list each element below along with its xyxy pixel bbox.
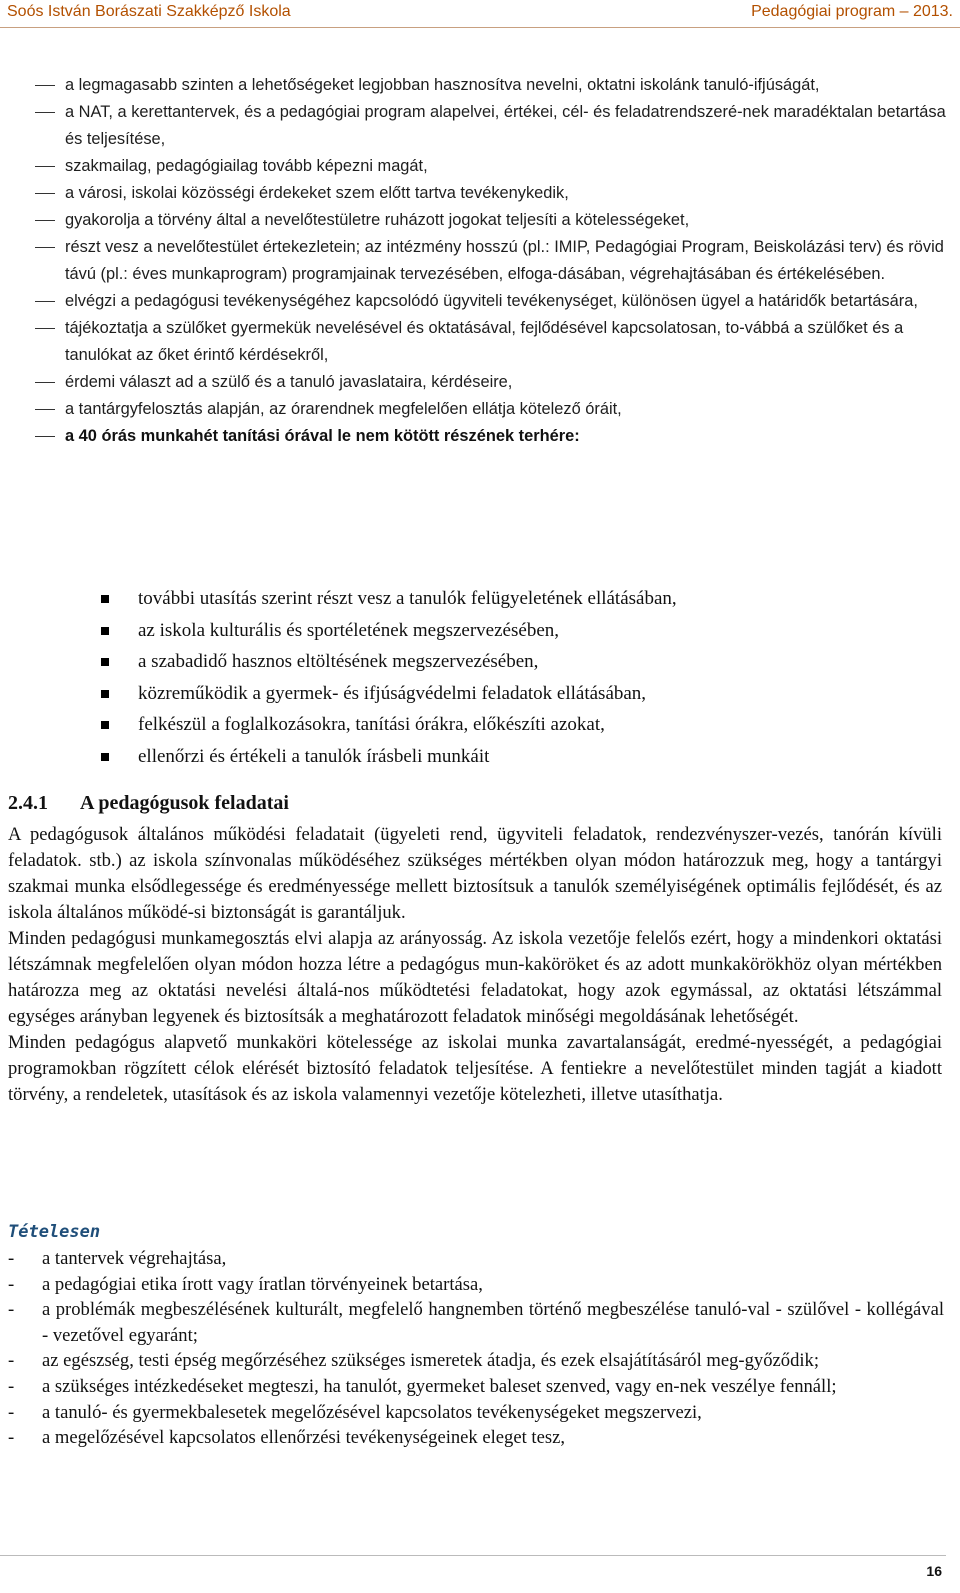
dash-bullet-icon (35, 85, 55, 86)
list-item (0, 315, 960, 369)
header-document-title: Pedagógiai program – 2013. (751, 3, 953, 20)
page-header (0, 0, 960, 28)
list-item-text: részt vesz a nevelőtestület értekezletein; az intézmény hosszú (pl.: IMIP, Pedagógiai Program, Beiskolázási terv) és rövid távú (pl.: éves munkaprogram) programjainak tervezésében, elfoga-dásában, végrehajtásában és értékelésében. (65, 238, 944, 283)
square-bullet-icon (101, 658, 109, 666)
list-item-text: gyakorolja a törvény által a nevelőtestületre ruházott jogokat teljesíti a kötelességeket, (65, 211, 690, 229)
list-item-text: a legmagasabb szinten a lehetőségeket legjobban hasznosítva nevelni, oktatni iskolánk tanuló-ifjúságát, (65, 76, 820, 94)
list-item-text: a megelőzésével kapcsolatos ellenőrzési tevékenységeinek eleget tesz, (42, 1427, 565, 1449)
hyphen-bullet-icon: - (8, 1273, 15, 1295)
list-item (0, 1400, 944, 1426)
hyphen-bullet-icon: - (8, 1299, 15, 1321)
dash-bullet-icon (35, 112, 55, 113)
list-item-text: ellenőrzi és értékeli a tanulók írásbeli munkáit (138, 745, 490, 767)
list-item (0, 615, 960, 647)
hyphen-bullet-icon: - (8, 1350, 15, 1372)
section-number: 2.4.1 (8, 792, 48, 814)
section-heading (8, 792, 289, 815)
list-item (0, 396, 960, 423)
square-bullet-icon (101, 753, 109, 761)
list-item (0, 234, 960, 288)
list-item (0, 1348, 944, 1374)
list-item-text: érdemi választ ad a szülő és a tanuló javaslataira, kérdéseire, (65, 373, 513, 391)
list-item-text: a pedagógiai etika írott vagy íratlan törvényeinek betartása, (42, 1273, 483, 1295)
hyphen-bullet-icon: - (8, 1427, 15, 1449)
dash-bullet-icon (35, 409, 55, 410)
list-item (0, 1272, 944, 1298)
list-item (0, 741, 960, 773)
list-item (0, 646, 960, 678)
footer-rule (0, 1555, 946, 1556)
list-item-text: a szabadidő hasznos eltöltésének megszervezésében, (138, 651, 539, 672)
square-bullet-icon (101, 627, 109, 635)
list-item-text: az iskola kulturális és sportéletének megszervezésében, (138, 619, 559, 641)
hyphen-bullet-icon: - (8, 1248, 15, 1269)
list-item-text: közreműködik a gyermek- és ifjúságvédelmi feladatok ellátásában, (138, 682, 647, 704)
list-item-text: további utasítás szerint részt vesz a tanulók felügyeletének ellátásában, (138, 588, 677, 609)
list-item (0, 1297, 944, 1348)
list-item (0, 583, 960, 615)
list-item (0, 153, 960, 180)
hyphen-bullet-icon: - (8, 1401, 15, 1423)
list-item-text: a problémák megbeszélésének kulturált, megfelelő hangnemben történő megbeszélése tanuló-val - szülővel - kollégával - vezetővel egyaránt; (42, 1299, 944, 1346)
list-item (0, 709, 960, 741)
list-item-text: a tantervek végrehajtása, (42, 1248, 227, 1269)
list-item (0, 99, 960, 153)
paragraph: A pedagógusok általános működési feladatait (ügyeleti rend, ügyviteli feladatok, rendezvényszer-vezés, tanórán kívüli feladatok. stb.) az iskola színvonalas működéséhez szükséges mértékben olyan módon határozzuk meg, hogy a tantárgyi szakmai munka elsődlegessége és eredményessége mellett biztosítsuk a tanulók személyiségének optimális fejlődését, és az iskola általános működé-si biztonságát is garantáljuk. (8, 824, 942, 923)
dash-bullet-icon (35, 166, 55, 167)
dash-bullet-icon (35, 247, 55, 248)
list-item (0, 1374, 944, 1400)
list-item (0, 678, 960, 710)
list-item-text: tájékoztatja a szülőket gyermekük nevelésével és oktatásával, fejlődésével kapcsolatosan, to-vábbá a szülőket és a tanulókat az őket érintő kérdésekről, (65, 319, 904, 364)
body-text (8, 822, 942, 1108)
list-item (0, 369, 960, 396)
square-bullet-icon (101, 721, 109, 729)
header-school-name: Soós István Borászati Szakképző Iskola (7, 3, 291, 20)
subheading-tetelesen: Tételesen (8, 1222, 101, 1242)
list-item-text: szakmailag, pedagógiailag tovább képezni magát, (65, 157, 428, 175)
list-item (0, 207, 960, 234)
duty-dash-list (0, 72, 960, 450)
list-item-text: a városi, iskolai közösségi érdekeket szem előtt tartva tevékenykedik, (65, 184, 569, 202)
header-rule (0, 27, 960, 28)
dash-bullet-icon (35, 382, 55, 383)
duty-square-list (0, 583, 960, 772)
list-item-emphasized (0, 423, 960, 450)
list-item (0, 288, 960, 315)
list-item-text: a tantárgyfelosztás alapján, az órarendnek megfelelően ellátja kötelező óráit, (65, 400, 622, 418)
list-item (0, 72, 960, 99)
list-item (0, 180, 960, 207)
list-item-text: a 40 órás munkahét tanítási órával le nem kötött részének terhére: (65, 427, 580, 445)
list-item-text: a NAT, a kerettantervek, és a pedagógiai program alapelvei, értékei, cél- és feladatrendszeré-nek maradéktalan betartása és teljesítése, (65, 103, 946, 148)
page-number: 16 (926, 1563, 942, 1579)
dash-bullet-icon (35, 220, 55, 221)
list-item-text: az egészség, testi épség megőrzéséhez szükséges ismeretek átadja, és ezek elsajátításáról meg-győződik; (42, 1350, 819, 1372)
list-item-text: elvégzi a pedagógusi tevékenységéhez kapcsolódó ügyviteli tevékenységet, különösen ügyel a határidők betartására, (65, 292, 918, 310)
itemized-duty-list (0, 1246, 944, 1451)
list-item-text: a szükséges intézkedéseket megteszi, ha tanulót, gyermeket baleset szenved, vagy en-nek veszélye fennáll; (42, 1375, 837, 1397)
dash-bullet-icon (35, 193, 55, 194)
hyphen-bullet-icon: - (8, 1375, 15, 1397)
dash-bullet-icon (35, 301, 55, 302)
dash-bullet-icon (35, 436, 55, 437)
dash-bullet-icon (35, 328, 55, 329)
square-bullet-icon (101, 595, 109, 603)
list-item-text: felkészül a foglalkozásokra, tanítási órákra, előkészíti azokat, (138, 714, 605, 735)
paragraph: Minden pedagógusi munkamegosztás elvi alapja az arányosság. Az iskola vezetője felelős ezért, hogy a mindenkori oktatási létszámnak megfelelően olyan módon hozza létre a pedagógus mun-kaköröket és az adott munkakörökhöz olyan mértékben határozza meg az oktatási nevelési általá-nos működtetési feladatokat, hogy azok egymással, az oktatási létszámmal egységes arányban legyenek és biztosítsák a meghatározott feladatok minőségi megoldásának lehetőségét. (8, 928, 942, 1027)
section-title: A pedagógusok feladatai (80, 792, 289, 814)
list-item-text: a tanuló- és gyermekbalesetek megelőzésével kapcsolatos tevékenységeket megszervezi, (42, 1401, 702, 1423)
list-item (0, 1246, 944, 1272)
paragraph: Minden pedagógus alapvető munkaköri kötelessége az iskolai munka zavartalanságát, eredmé-nyességét, a pedagógiai programokban rögzített célok elérését biztosító feladatok teljesítése. A fentiekre a nevelőtestület minden tagját a kiadott törvény, a rendeletek, utasítások és az iskola valamennyi vezetője kötelezheti, illetve utasíthatja. (8, 1032, 942, 1105)
list-item (0, 1425, 944, 1451)
square-bullet-icon (101, 690, 109, 698)
